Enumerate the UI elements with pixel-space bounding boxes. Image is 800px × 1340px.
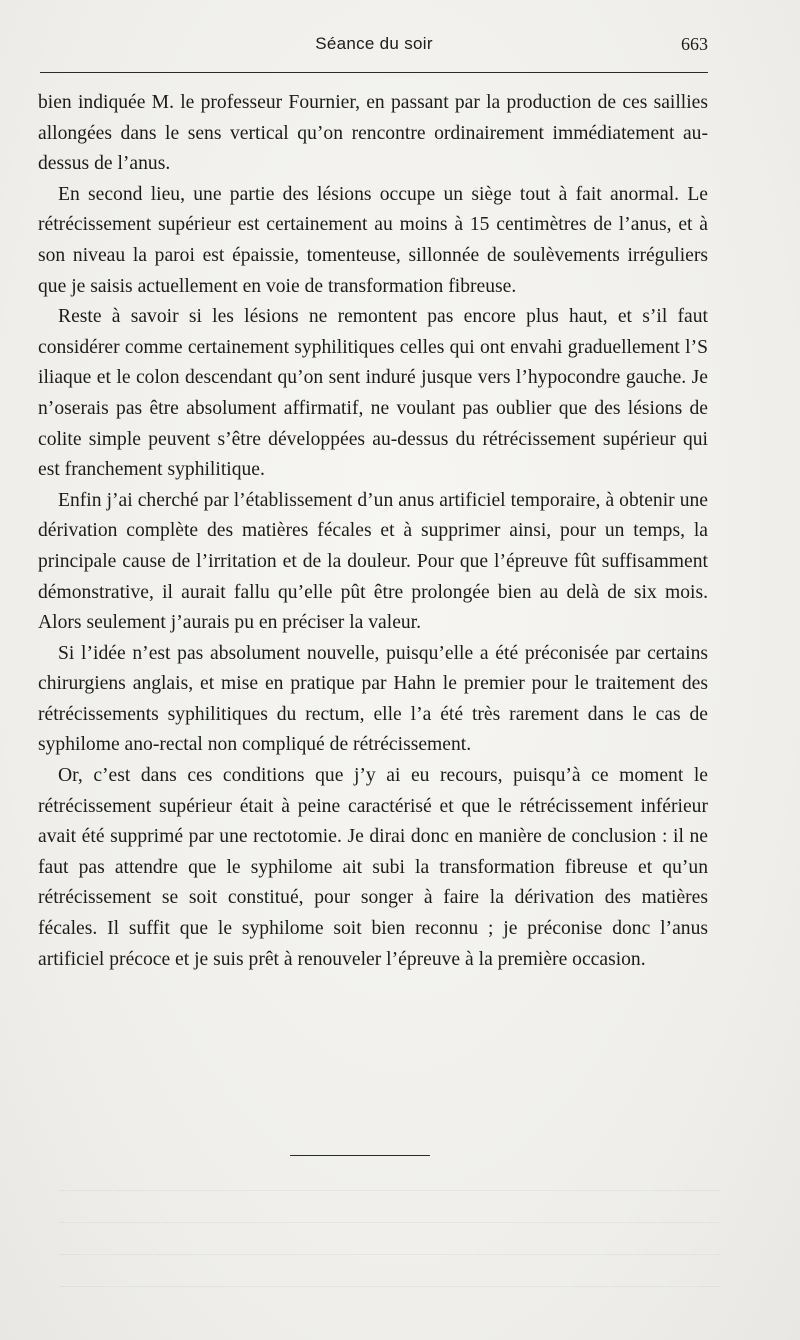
end-rule <box>290 1155 430 1156</box>
paragraph-6: Or, c’est dans ces conditions que j’y ai eu recours, puisqu’à ce moment le rétrécissement supérieur était à peine caractérisé et que le rétrécissement inférieur avait été supprimé par une rectotomie. Je dirai donc en manière de conclusion : il ne faut pas attendre que le syphilome ait subi la transformation fibreuse et qu’un rétrécissement se soit constitué, pour songer à faire la dérivation des matières fécales. Il suffit que le syphilome soit bien reconnu ; je préconise donc l’anus artificiel précoce et je suis prêt à renouveler l’épreuve à la première occasion. <box>38 765 708 970</box>
page-number: 663 <box>681 34 708 54</box>
show-through-line <box>60 1254 720 1255</box>
show-through-line <box>60 1286 720 1287</box>
show-through-line <box>60 1222 720 1223</box>
paragraph-4: Enfin j’ai cherché par l’établissement d’un anus artificiel temporaire, à obtenir une dérivation complète des matières fécales et à supprimer ainsi, pour un temps, la principale cause de l’irritation et de la douleur. Pour que l’épreuve fût suffisamment démonstrative, il aurait fallu qu’elle pût être prolongée bien au delà de six mois. Alors seulement j’aurais pu en préciser la valeur. <box>38 489 708 634</box>
page-header <box>40 30 708 64</box>
paragraph-3: Reste à savoir si les lésions ne remontent pas encore plus haut, et s’il faut considérer comme certainement syphilitiques celles qui ont envahi graduellement l’S iliaque et le colon descendant qu’on sent induré jusque vers l’hypocondre gauche. Je n’oserais pas être absolument affirmatif, ne voulant pas oublier que des lésions de colite simple peuvent s’être développées au-dessus du rétrécissement supérieur qui est franchement syphilitique. <box>38 306 708 481</box>
running-title: Séance du soir <box>315 34 433 53</box>
header-rule <box>40 72 708 73</box>
paragraph-1: bien indiquée M. le professeur Fournier, en passant par la production de ces saillies allongées dans le sens vertical qu’on rencontre ordinairement immédiatement au-dessus de l’anus. <box>38 92 708 175</box>
paragraph-2: En second lieu, une partie des lésions occupe un siège tout à fait anormal. Le rétrécissement supérieur est certainement au moins à 15 centimètres de l’anus, et à son niveau la paroi est épaissie, tomenteuse, sillonnée de soulèvements irréguliers que je saisis actuellement en voie de transformation fibreuse. <box>38 183 708 297</box>
paragraph-5: Si l’idée n’est pas absolument nouvelle, puisqu’elle a été préconisée par certains chirurgiens anglais, et mise en pratique par Hahn le premier pour le traitement des rétrécissements syphilitiques du rectum, elle l’a été très rarement dans le cas de syphilome ano-rectal non compliqué de rétrécissement. <box>38 642 708 756</box>
body-text <box>38 88 708 975</box>
show-through-line <box>60 1190 720 1191</box>
